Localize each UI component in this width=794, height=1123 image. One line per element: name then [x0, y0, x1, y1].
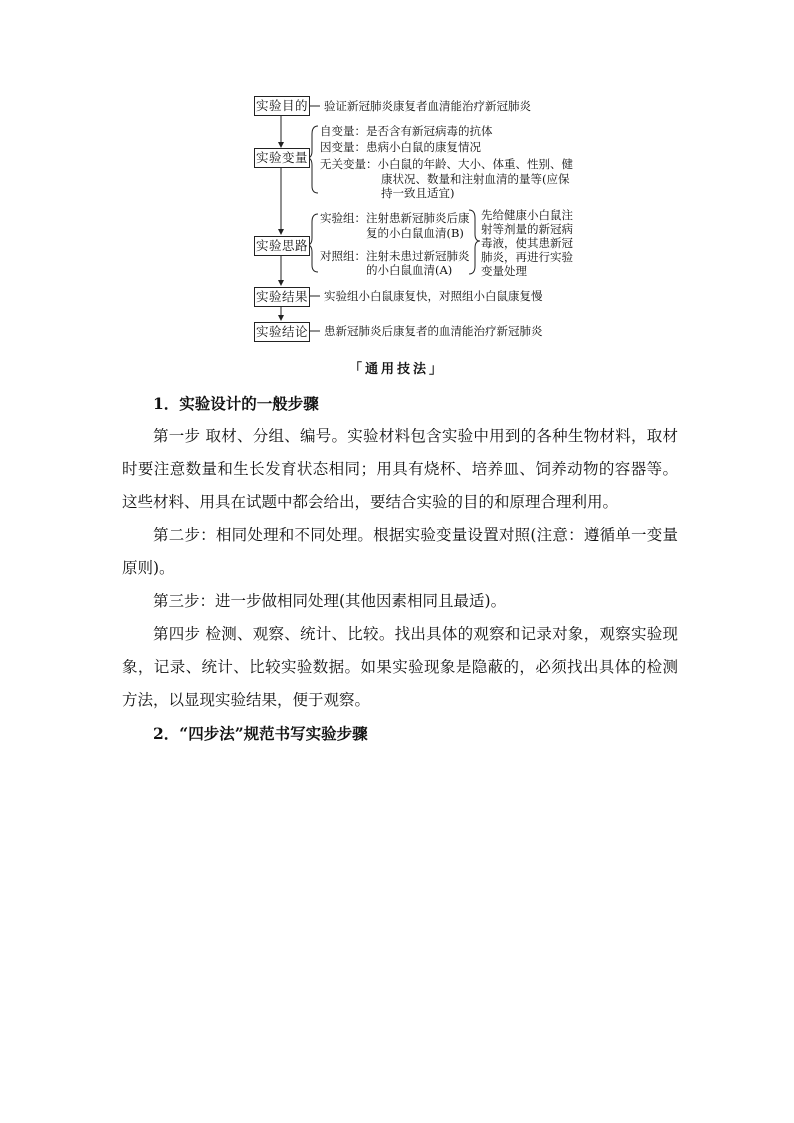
paragraph-step-4: 第四步 检测、观察、统计、比较。找出具体的观察和记录对象，观察实验现象，记录、统计、比较实验数据。如果实验现象是隐蔽的，必须找出具体的检测方法，以显现实验结果，便于观察。 — [122, 625, 678, 709]
section-title: 「通用技法」 — [348, 362, 445, 377]
experimental-group-line-2: 复的小白鼠血清(B) — [366, 226, 464, 240]
box-variables: 实验变量 — [254, 148, 310, 168]
brace-pre-treatment — [469, 210, 480, 274]
heading-general-steps: 1．实验设计的一般步骤 — [153, 394, 319, 413]
box-result: 实验结果 — [254, 287, 310, 307]
box-approach: 实验思路 — [254, 236, 310, 256]
paragraph-step-1: 第一步 取材、分组、编号。实验材料包含实验中用到的各种生物材料，取材时要注意数量和生长发育状态相同；用具有烧杯、培养皿、饲养动物的容器等。这些材料、用具在试题中都会给出，要结合实验的目的和原理合理利用。 — [122, 427, 678, 511]
control-group-line-1: 对照组：注射未患过新冠肺炎 — [320, 249, 470, 263]
irrelevant-variable-line-2: 康状况、数量和注射血清的量等(应保 — [381, 172, 570, 186]
control-group-line-2: 的小白鼠血清(A) — [366, 263, 453, 277]
experiment-flow-diagram — [0, 0, 794, 350]
dependent-variable: 因变量：患病小白鼠的康复情况 — [320, 140, 481, 154]
pre-treatment-line-2: 射等剂量的新冠病 — [481, 222, 573, 236]
pre-treatment-line-5: 变量处理 — [481, 264, 527, 278]
conclusion-text: 患新冠肺炎后康复者的血清能治疗新冠肺炎 — [324, 324, 543, 338]
result-text: 实验组小白鼠康复快，对照组小白鼠康复慢 — [324, 289, 543, 303]
box-conclusion: 实验结论 — [254, 322, 310, 342]
irrelevant-variable-line-1: 无关变量：小白鼠的年龄、大小、体重、性别、健 — [320, 157, 573, 171]
pre-treatment-line-1: 先给健康小白鼠注 — [481, 208, 573, 222]
box-purpose: 实验目的 — [254, 96, 310, 116]
pre-treatment-line-4: 肺炎，再进行实验 — [481, 250, 573, 264]
heading-four-step-method: 2．“四步法”规范书写实验步骤 — [153, 724, 368, 743]
pre-treatment-line-3: 毒液，使其患新冠 — [481, 236, 573, 250]
experimental-group-line-1: 实验组：注射患新冠肺炎后康 — [320, 211, 470, 225]
irrelevant-variable-line-3: 持一致且适宜) — [381, 186, 455, 200]
paragraph-step-2: 第二步：相同处理和不同处理。根据实验变量设置对照(注意：遵循单一变量原则)。 — [122, 526, 678, 577]
body-text — [122, 387, 678, 750]
purpose-text: 验证新冠肺炎康复者血清能治疗新冠肺炎 — [324, 99, 531, 113]
independent-variable: 自变量：是否含有新冠病毒的抗体 — [320, 124, 493, 138]
paragraph-step-3: 第三步：进一步做相同处理(其他因素相同且最适)。 — [153, 592, 507, 610]
